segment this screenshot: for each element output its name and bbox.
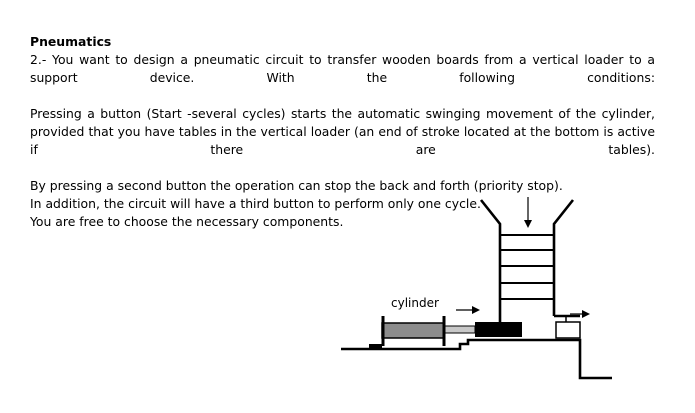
cylinder-mount — [369, 344, 382, 348]
problem-statement: 2.- You want to design a pneumatic circuit to transfer wooden boards from a vertical loader to a support device. With the following conditions: — [30, 52, 655, 85]
components-note-text: You are free to choose the necessary components. — [30, 214, 344, 229]
support-device — [554, 316, 580, 338]
pushed-board — [475, 322, 522, 337]
board — [556, 322, 580, 338]
cylinder-rod — [445, 326, 475, 333]
stop-condition-text: By pressing a second button the operation can stop the back and forth (priority stop). — [30, 178, 563, 193]
cylinder-body — [382, 323, 444, 338]
document-heading: Pneumatics — [30, 34, 112, 49]
single-cycle-text: In addition, the circuit will have a third button to perform only one cycle. — [30, 196, 481, 211]
down-arrow-icon — [524, 197, 532, 228]
cylinder-label: cylinder — [391, 296, 439, 310]
start-condition-text: Pressing a button (Start -several cycles) starts the automatic swinging movement of the cylinder, provided that you have tables in the vertical loader (an end of stroke located at the bottom is active if there are tables). — [30, 106, 655, 157]
loader-funnel-left — [481, 200, 500, 322]
right-arrow-icon — [456, 306, 480, 314]
loader-funnel-right — [554, 200, 573, 316]
loader-boards — [500, 235, 554, 299]
